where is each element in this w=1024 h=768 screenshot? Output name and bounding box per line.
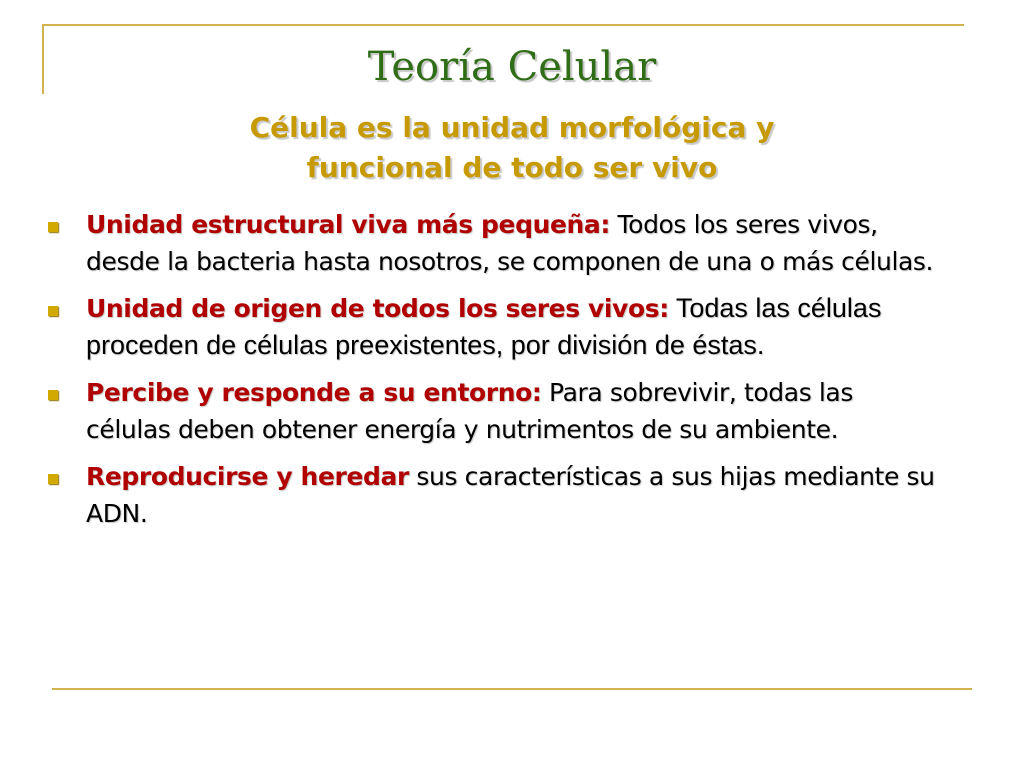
frame-top-line [42, 24, 964, 26]
bullet-text: Para sobrevivir, todas las células deben obtener energía y nutrimentos de su ambiente. [86, 378, 853, 444]
square-bullet-icon [48, 222, 58, 232]
slide-subtitle [0, 108, 1024, 188]
bullet-text: sus características a sus hijas mediante su ADN. [86, 462, 935, 528]
square-bullet-icon [48, 474, 58, 484]
bullet-item [44, 290, 944, 364]
bullet-text: Todos los seres vivos, desde la bacteria hasta nosotros, se componen de una o más células. [86, 210, 934, 276]
square-bullet-icon [48, 306, 58, 316]
bullet-item [44, 374, 944, 448]
bullet-text: Todas las células proceden de células preexistentes, por división de éstas. [86, 293, 882, 360]
bullet-lead: Percibe y responde a su entorno: [86, 378, 542, 407]
bullet-item [44, 458, 944, 532]
subtitle-line-2: funcional de todo ser vivo [306, 151, 718, 184]
square-bullet-icon [48, 390, 58, 400]
slide-title: Teoría Celular [367, 44, 657, 90]
bullet-list [44, 206, 944, 542]
frame-bottom-line [52, 688, 972, 690]
bullet-lead: Unidad de origen de todos los seres vivos: [86, 294, 669, 323]
subtitle-line-1: Célula es la unidad morfológica y [249, 111, 775, 144]
bullet-item [44, 206, 944, 280]
bullet-lead: Unidad estructural viva más pequeña: [86, 210, 610, 239]
bullet-lead: Reproducirse y heredar [86, 462, 409, 491]
